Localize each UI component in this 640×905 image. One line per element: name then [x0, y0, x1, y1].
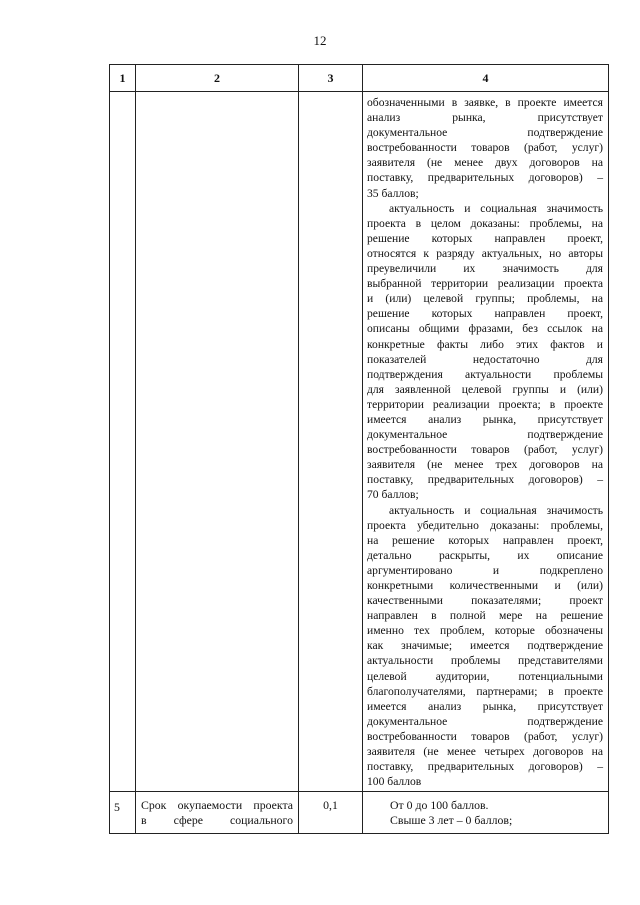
description-line: востребованности товаров (работ, услуг): [367, 141, 603, 155]
description-line: актуальности проблемы представителями: [367, 654, 603, 668]
description-line: преувеличили их значимость для: [367, 262, 603, 276]
description-line: заявителя (не менее трех договоров на: [367, 458, 603, 472]
description-line: актуальность и социальная значимость: [389, 201, 603, 215]
continuation-row: [110, 92, 609, 792]
description-line: конкретными количественными и (или): [367, 579, 603, 592]
score-cell: [363, 792, 609, 834]
description-line: и (или) целевой группы; проблемы, на: [367, 292, 603, 306]
cell-empty-1: [110, 92, 136, 792]
cell-empty-3: [299, 92, 363, 792]
table-row-5: [110, 792, 609, 834]
page-number: 12: [313, 33, 327, 48]
description-line: показателей недостаточно для: [367, 352, 603, 366]
cell-empty-2: [136, 92, 299, 792]
header-col-2: 2: [136, 65, 299, 92]
description-line: актуальность и социальная значимость: [389, 503, 603, 517]
weight-cell: 0,1: [299, 792, 363, 834]
description-line: востребованности товаров (работ, услуг): [367, 729, 603, 743]
header-col-4: 4: [363, 65, 609, 92]
description-line: на решение которых направлен проект,: [367, 533, 603, 547]
score-line: Свыше 3 лет – 0 баллов;: [390, 813, 513, 828]
description-line: документальное подтверждение: [367, 714, 603, 728]
description-line: поставку, предварительных договоров) –: [367, 171, 603, 185]
description-line: 70 баллов;: [367, 488, 419, 502]
description-line: относятся к разряду актуальных, но авторы: [367, 246, 603, 260]
header-col-3: 3: [299, 65, 363, 92]
description-line: проекта в целом доказаны: проблемы, на: [367, 216, 603, 230]
description-line: детально раскрыты, их описание: [367, 548, 603, 562]
description-line: 35 баллов;: [367, 186, 419, 200]
description-line: направлен в полной мере на решение: [367, 609, 603, 623]
criteria-table: [109, 64, 609, 834]
description-line: для заявленной целевой группы и (или): [367, 382, 603, 396]
description-line: выбранной территории реализации проекта: [367, 277, 603, 291]
description-line: решение которых направлен проект,: [367, 231, 603, 245]
description-line: заявителя (не менее четырех договоров на: [367, 745, 603, 759]
description-line: 100 баллов: [367, 775, 422, 789]
description-line: территории реализации проекта; в проекте: [367, 397, 603, 411]
description-line: востребованности товаров (работ, услуг): [367, 443, 603, 457]
description-line: целевой аудитории, потенциальными: [367, 669, 603, 683]
description-line: обозначенными в заявке, в проекте имеется: [367, 96, 603, 109]
description-line: именно тех проблем, которые обозначены: [367, 624, 603, 638]
description-line: благополучателями, партнерами; в проекте: [367, 684, 603, 698]
description-line: имеется анализ рынка, присутствует: [367, 699, 603, 713]
description-line: конкретные факты либо этих фактов и: [367, 337, 603, 351]
description-line: документальное подтверждение: [367, 428, 603, 442]
description-line: поставку, предварительных договоров) –: [367, 473, 603, 487]
description-line: проекта убедительно доказаны: проблемы,: [367, 518, 603, 532]
description-line: документальное подтверждение: [367, 126, 603, 140]
scoring-description-cell: [363, 92, 609, 792]
description-line: качественными показателями; проект: [367, 594, 603, 608]
description-line: как значимые; имеется подтверждение: [367, 639, 603, 653]
description-line: аргументировано и подкреплено: [367, 563, 603, 577]
table-header-row: [110, 65, 609, 92]
header-col-1: 1: [110, 65, 136, 92]
criterion-line: в сфере социального: [141, 813, 293, 828]
description-line: подтверждения актуальности проблемы: [367, 367, 603, 381]
description-line: имеется анализ рынка, присутствует: [367, 412, 603, 426]
description-line: заявителя (не менее двух договоров на: [367, 156, 603, 170]
row-number: 5: [110, 792, 136, 834]
criterion-cell: [136, 792, 299, 834]
score-line: От 0 до 100 баллов.: [390, 798, 489, 813]
description-line: поставку, предварительных договоров) –: [367, 760, 603, 774]
description-line: решение которых направлен проект,: [367, 307, 603, 321]
description-line: анализ рынка, присутствует: [367, 111, 603, 125]
criterion-line: Срок окупаемости проекта: [141, 798, 293, 813]
description-line: описаны общими фразами, без ссылок на: [367, 322, 603, 336]
